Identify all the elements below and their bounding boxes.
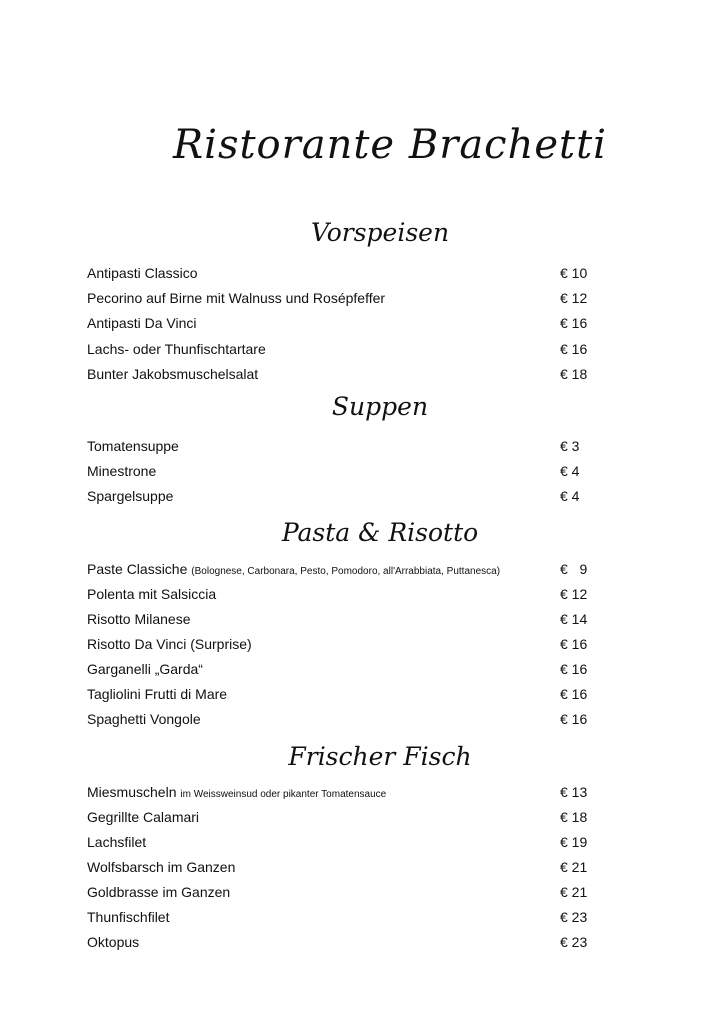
item-note: (Bolognese, Carbonara, Pesto, Pomodoro, all'Arrabbiata, Puttanesca) [191,566,501,577]
menu-item [87,585,591,603]
item-name: Oktopus [87,934,140,950]
item-price: € 9 [560,561,588,577]
item-price: € 16 [560,636,588,652]
menu-item [87,833,591,851]
item-name-wrap [87,883,230,901]
item-price: € 12 [560,586,588,602]
item-name: Pecorino auf Birne mit Walnuss und Rosépfeffer [87,290,386,306]
menu-item [87,437,591,455]
item-price: € 13 [560,784,588,800]
menu-item [87,883,591,901]
item-name-wrap [87,289,385,307]
section-heading: Frischer Fisch [288,742,472,771]
item-name-wrap [87,610,191,628]
item-name-wrap [87,462,156,480]
menu-item [87,685,591,703]
item-name-wrap [87,585,216,603]
menu-item [87,635,591,653]
item-name: Antipasti Classico [87,265,198,281]
item-name: Thunfischfilet [87,909,170,925]
item-name-wrap [87,264,198,282]
menu-item [87,340,591,358]
item-price: € 16 [560,711,588,727]
item-price: € 21 [560,859,588,875]
item-price: € 18 [560,809,588,825]
item-price: € 23 [560,934,588,950]
item-name-wrap [87,437,179,455]
item-note: im Weissweinsud oder pikanter Tomatensauce [180,789,387,800]
item-name: Tomatensuppe [87,438,179,454]
item-name-wrap [87,635,252,653]
item-price: € 4 [560,463,580,479]
menu-item [87,808,591,826]
item-name-wrap [87,783,386,804]
menu-item [87,710,591,728]
item-name-wrap [87,340,266,358]
item-name-wrap [87,560,500,581]
item-price: € 16 [560,686,588,702]
item-price: € 14 [560,611,588,627]
item-name: Miesmuscheln [87,784,177,800]
item-price: € 21 [560,884,588,900]
item-name-wrap [87,833,146,851]
item-name: Minestrone [87,463,157,479]
item-name: Tagliolini Frutti di Mare [87,686,228,702]
item-price: € 16 [560,341,588,357]
item-price: € 23 [560,909,588,925]
item-name: Lachs- oder Thunfischtartare [87,341,266,357]
item-name-wrap [87,685,227,703]
item-name-wrap [87,908,169,926]
item-name: Gegrillte Calamari [87,809,200,825]
item-name: Lachsfilet [87,834,147,850]
item-name-wrap [87,710,201,728]
item-name: Risotto Milanese [87,611,191,627]
menu-item [87,660,591,678]
item-name: Garganelli „Garda“ [87,661,203,677]
item-price: € 4 [560,488,580,504]
item-price: € 19 [560,834,588,850]
restaurant-title: Ristorante Brachetti [173,122,607,168]
item-name-wrap [87,314,196,332]
item-name: Spaghetti Vongole [87,711,201,727]
menu-item [87,933,591,951]
item-name-wrap [87,365,258,383]
item-name: Polenta mit Salsiccia [87,586,217,602]
item-price: € 3 [560,438,580,454]
item-name: Goldbrasse im Ganzen [87,884,231,900]
item-name-wrap [87,808,199,826]
section-heading: Pasta & Risotto [281,518,479,547]
menu-item [87,560,591,578]
item-price: € 10 [560,265,588,281]
item-price: € 18 [560,366,588,382]
menu-item [87,264,591,282]
menu-item [87,289,591,307]
menu-item [87,908,591,926]
item-price: € 12 [560,290,588,306]
menu-item [87,783,591,801]
item-name-wrap [87,858,235,876]
item-name: Spargelsuppe [87,488,174,504]
item-price: € 16 [560,661,588,677]
menu-item [87,610,591,628]
item-price: € 16 [560,315,588,331]
item-name: Wolfsbarsch im Ganzen [87,859,236,875]
item-name: Risotto Da Vinci (Surprise) [87,636,252,652]
menu-item [87,487,591,505]
item-name: Bunter Jakobsmuschelsalat [87,366,259,382]
menu-item [87,365,591,383]
item-name-wrap [87,660,203,678]
item-name: Paste Classiche [87,561,188,577]
menu-item [87,462,591,480]
item-name: Antipasti Da Vinci [87,315,197,331]
menu-item [87,314,591,332]
section-heading: Vorspeisen [310,218,450,247]
section-heading: Suppen [331,392,429,421]
item-name-wrap [87,933,139,951]
menu-item [87,858,591,876]
item-name-wrap [87,487,173,505]
